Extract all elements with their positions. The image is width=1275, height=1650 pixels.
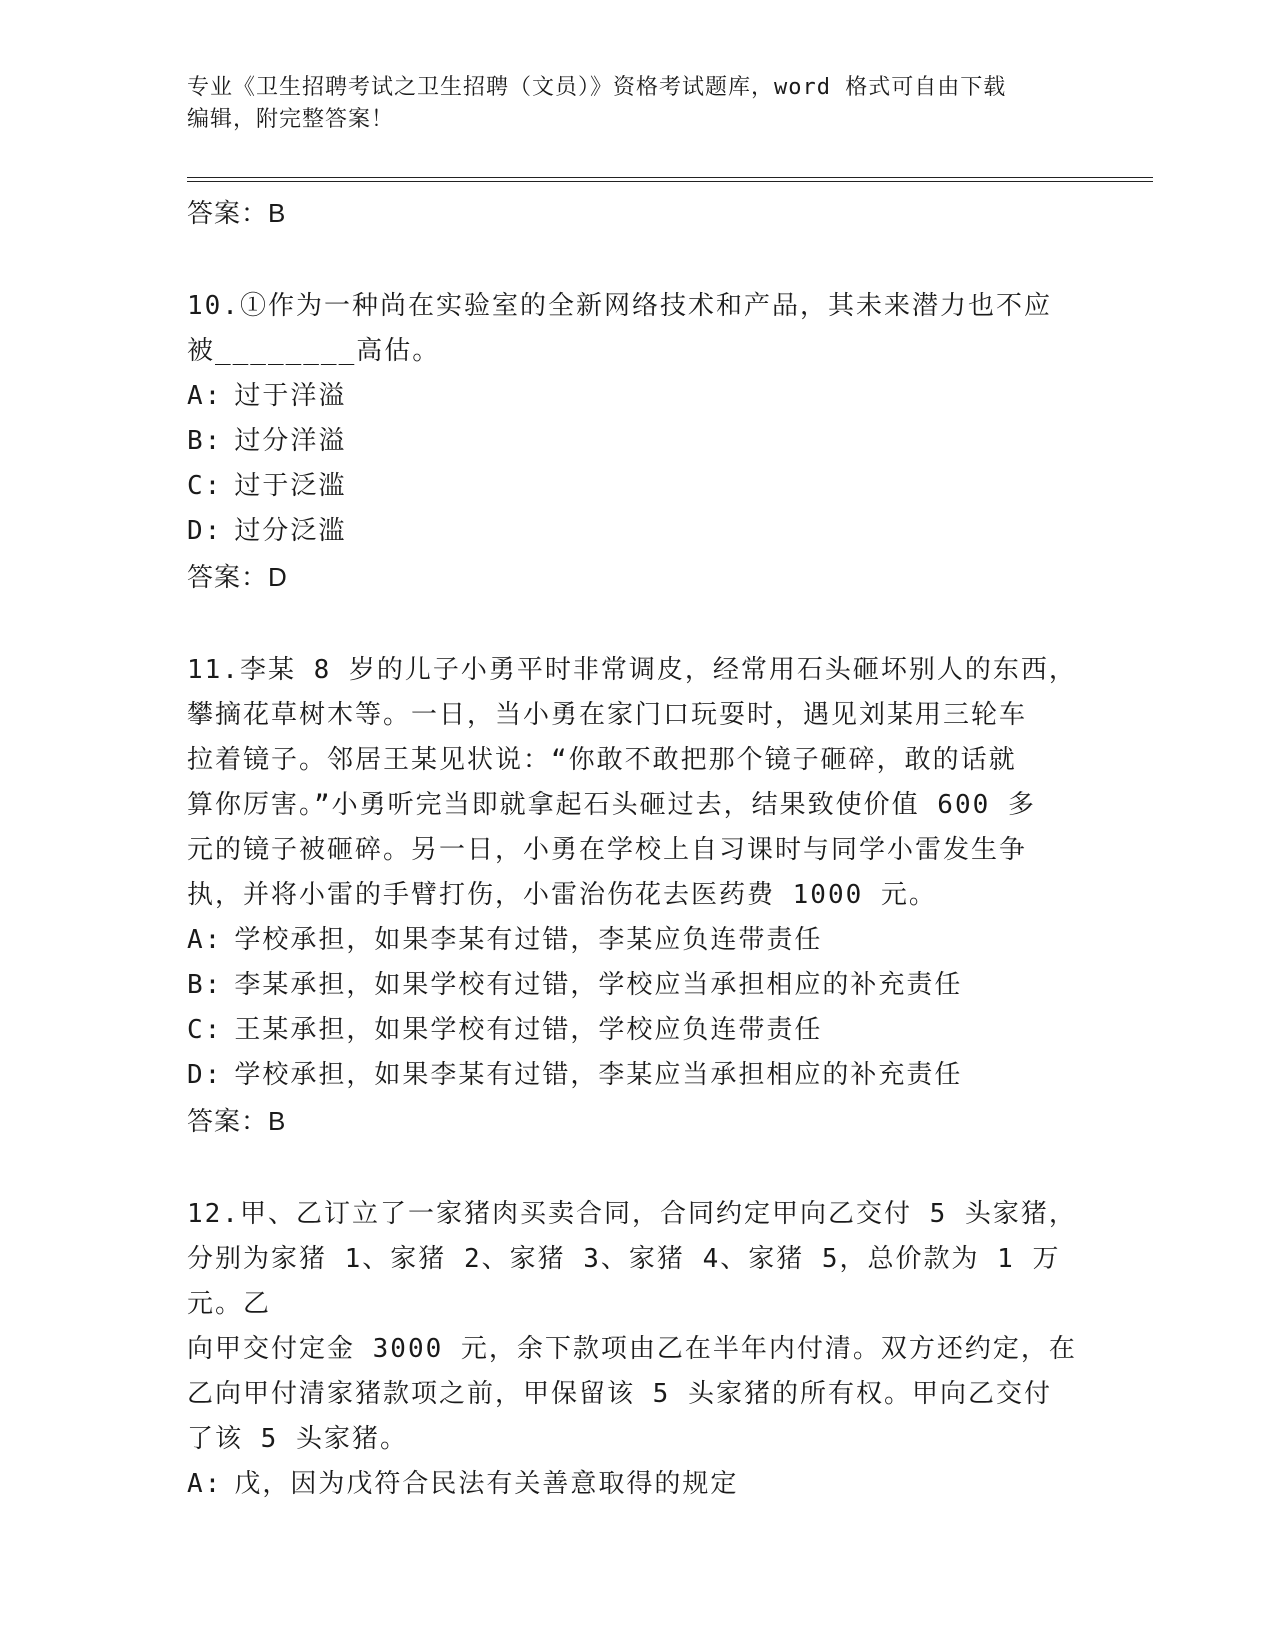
question-stem-line: 乙向甲付清家猪款项之前，甲保留该 5 头家猪的所有权。甲向乙交付: [187, 1379, 1052, 1409]
option-d: [187, 1053, 1087, 1098]
header-divider: [187, 181, 1153, 182]
option-d: [187, 509, 1087, 554]
option-letter: A:: [187, 381, 223, 411]
header-line-2: 编辑，附完整答案！: [187, 107, 395, 132]
option-letter: B:: [187, 426, 223, 456]
question-stem-line: 算你厉害。”小勇听完当即就拿起石头砸过去，结果致使价值 600 多: [187, 790, 1036, 820]
option-letter: C:: [187, 1015, 223, 1045]
option-text: 学校承担，如果李某有过错，李某应当承担相应的补充责任: [234, 1060, 963, 1090]
option-text: 过于洋溢: [234, 381, 347, 411]
option-text: 王某承担，如果学校有过错，学校应负连带责任: [234, 1015, 823, 1045]
option-letter: A:: [187, 1469, 223, 1499]
option-text: 过分泛滥: [234, 516, 347, 546]
question-stem-line: 执，并将小雷的手臂打伤，小雷治伤花去医药费 1000 元。: [187, 880, 937, 910]
option-letter: A:: [187, 925, 223, 955]
option-b: [187, 419, 1087, 464]
option-letter: D:: [187, 1060, 223, 1090]
question-stem-line: 攀摘花草树木等。一日，当小勇在家门口玩耍时，遇见刘某用三轮车: [187, 700, 1028, 730]
header-line-1: 专业《卫生招聘考试之卫生招聘（文员）》资格考试题库，word 格式可自由下载: [187, 75, 1007, 100]
option-text: 过分洋溢: [234, 426, 347, 456]
option-b: [187, 963, 1087, 1008]
question-block: [187, 284, 1087, 600]
option-text: 戊，因为戊符合民法有关善意取得的规定: [234, 1469, 739, 1499]
header-divider: [187, 177, 1153, 178]
question-stem-line: 拉着镜子。邻居王某见状说：“你敢不敢把那个镜子砸碎，敢的话就: [187, 745, 1017, 775]
question-block: [187, 1192, 1087, 1507]
answer-line: 答案：B: [187, 198, 287, 228]
question-stem-line: 了该 5 头家猪。: [187, 1424, 408, 1454]
question-stem-line: 11.李某 8 岁的儿子小勇平时非常调皮，经常用石头砸坏别人的东西，: [187, 655, 1077, 685]
question-stem-line: 被________高估。: [187, 336, 441, 366]
option-a: [187, 918, 1087, 963]
option-letter: B:: [187, 970, 223, 1000]
option-text: 学校承担，如果李某有过错，李某应负连带责任: [234, 925, 823, 955]
option-a: [187, 1462, 1087, 1507]
question-stem-line: 向甲交付定金 3000 元，余下款项由乙在半年内付清。双方还约定，在: [187, 1334, 1077, 1364]
page-header: [187, 72, 1087, 136]
question-list: [187, 190, 1087, 1507]
option-text: 李某承担，如果学校有过错，学校应当承担相应的补充责任: [234, 970, 963, 1000]
option-text: 过于泛滥: [234, 471, 347, 501]
answer-line: 答案：B: [187, 1106, 287, 1136]
question-stem-line: 10.①作为一种尚在实验室的全新网络技术和产品，其未来潜力也不应: [187, 291, 1052, 321]
option-c: [187, 1008, 1087, 1053]
spacer: [187, 236, 1087, 284]
option-letter: D:: [187, 516, 223, 546]
option-letter: C:: [187, 471, 223, 501]
option-c: [187, 464, 1087, 509]
question-stem-line: 元的镜子被砸碎。另一日，小勇在学校上自习课时与同学小雷发生争: [187, 835, 1028, 865]
question-stem-line: 分别为家猪 1、家猪 2、家猪 3、家猪 4、家猪 5，总价款为 1 万元。乙: [187, 1244, 1061, 1319]
answer-line: 答案：D: [187, 562, 288, 592]
option-a: [187, 374, 1087, 419]
question-stem-line: 12.甲、乙订立了一家猪肉买卖合同，合同约定甲向乙交付 5 头家猪，: [187, 1199, 1077, 1229]
spacer: [187, 600, 1087, 648]
question-block: [187, 648, 1087, 1144]
spacer: [187, 1144, 1087, 1192]
